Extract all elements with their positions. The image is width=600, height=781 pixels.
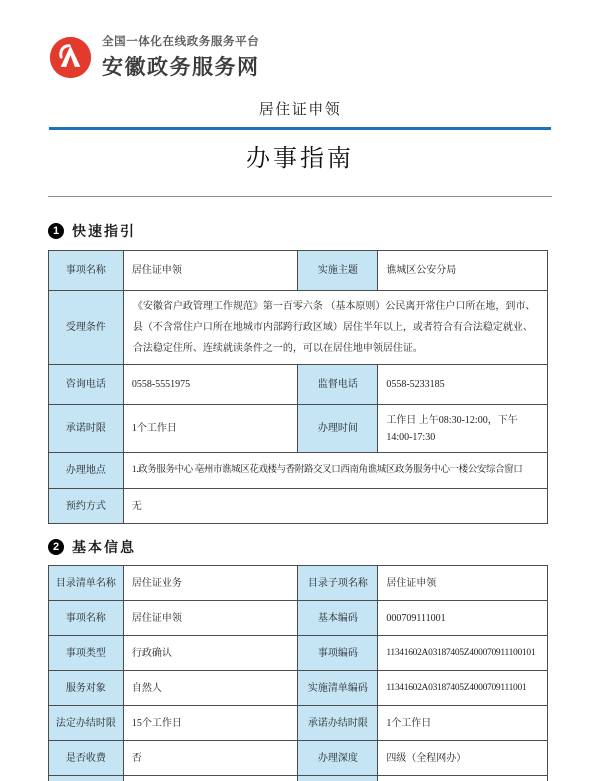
table-row	[49, 365, 548, 405]
site-name: 安徽政务服务网	[102, 56, 260, 79]
basic-info-table	[48, 565, 548, 781]
divider-rule	[48, 196, 552, 197]
cell-label	[49, 776, 124, 781]
table-row	[49, 453, 548, 489]
cell-value: 000709111001	[378, 601, 548, 636]
cell-value: 0558-5233185	[378, 365, 548, 405]
cell-value: 无	[123, 489, 547, 524]
cell-value: 居住证申领	[378, 566, 548, 601]
cell-label: 监督电话	[298, 365, 378, 405]
cell-label: 法定办结时限	[49, 706, 124, 741]
table-row	[49, 251, 548, 291]
table-row	[49, 706, 548, 741]
cell-label: 是否收费	[49, 741, 124, 776]
table-row	[49, 671, 548, 706]
cell-value: 《安徽省户政管理工作规范》第一百零六条 （基本原则）公民离开常住户口所在地，到市、县（不含常住户口所在地城市内部跨行政区域）居住半年以上，或者符合有合法稳定就业、合法稳定住所、连续就读条件之一的，可以在居住地申领居住证。	[123, 291, 547, 365]
page-title: 办事指南	[246, 146, 354, 172]
cell-label: 目录清单名称	[49, 566, 124, 601]
cell-label: 实施主题	[298, 251, 378, 291]
cell-value: 居住证申领	[123, 601, 298, 636]
document-head	[0, 98, 600, 197]
cell-value: 四级（全程网办）	[378, 741, 548, 776]
cell-label: 基本编码	[298, 601, 378, 636]
cell-value: 否	[123, 741, 298, 776]
section-basic-info	[0, 537, 600, 781]
section-heading	[48, 537, 600, 557]
cell-value	[123, 776, 298, 781]
table-row	[49, 489, 548, 524]
cell-label: 事项类型	[49, 636, 124, 671]
site-header	[0, 0, 600, 81]
table-row	[49, 636, 548, 671]
site-logo	[48, 33, 600, 81]
cell-value: 1个工作日	[378, 706, 548, 741]
cell-label: 办理时间	[298, 405, 378, 453]
table-row	[49, 405, 548, 453]
cell-label: 承诺时限	[49, 405, 124, 453]
quick-guide-table	[48, 250, 548, 524]
table-row-clipped	[49, 776, 548, 781]
cell-value: 11341602A03187405Z4000709111001	[378, 671, 548, 706]
cell-label: 事项编码	[298, 636, 378, 671]
cell-value: 1.政务服务中心 亳州市谯城区花戏楼与香附路交叉口西南角谯城区政务服务中心一楼公安综合窗口	[123, 453, 547, 489]
cell-value: 11341602A03187405Z400070911100101	[378, 636, 548, 671]
cell-label: 承诺办结时限	[298, 706, 378, 741]
basic-info-table-clip	[48, 565, 548, 781]
cell-value: 居住证业务	[123, 566, 298, 601]
cell-label: 事项名称	[49, 601, 124, 636]
cell-value: 1个工作日	[123, 405, 298, 453]
cell-label: 办理深度	[298, 741, 378, 776]
cell-label: 咨询电话	[49, 365, 124, 405]
section-number-badge: 1	[48, 223, 64, 239]
table-row	[49, 601, 548, 636]
section-heading	[48, 221, 600, 241]
cell-value: 谯城区公安分局	[378, 251, 548, 291]
anhui-gov-logo-icon	[48, 35, 93, 80]
cell-value: 自然人	[123, 671, 298, 706]
table-row	[49, 741, 548, 776]
cell-label	[298, 776, 378, 781]
section-quick-guide	[0, 221, 600, 524]
cell-value	[378, 776, 548, 781]
cell-label: 服务对象	[49, 671, 124, 706]
table-row	[49, 566, 548, 601]
cell-value: 15个工作日	[123, 706, 298, 741]
cell-label: 实施清单编码	[298, 671, 378, 706]
section-number-badge: 2	[48, 539, 64, 555]
cell-value: 行政确认	[123, 636, 298, 671]
section-title: 基本信息	[72, 541, 136, 556]
platform-name: 全国一体化在线政务服务平台	[102, 36, 260, 48]
document-subject: 居住证申领	[258, 102, 342, 118]
cell-value: 工作日 上午08:30-12:00，下午14:00-17:30	[378, 405, 548, 453]
cell-label: 事项名称	[49, 251, 124, 291]
cell-label: 受理条件	[49, 291, 124, 365]
cell-value: 居住证申领	[123, 251, 298, 291]
section-title: 快速指引	[72, 225, 136, 240]
cell-value: 0558-5551975	[123, 365, 298, 405]
table-row	[49, 291, 548, 365]
cell-label: 办理地点	[49, 453, 124, 489]
accent-rule	[49, 127, 551, 130]
cell-label: 预约方式	[49, 489, 124, 524]
cell-label: 目录子项名称	[298, 566, 378, 601]
site-logo-text	[102, 33, 260, 81]
